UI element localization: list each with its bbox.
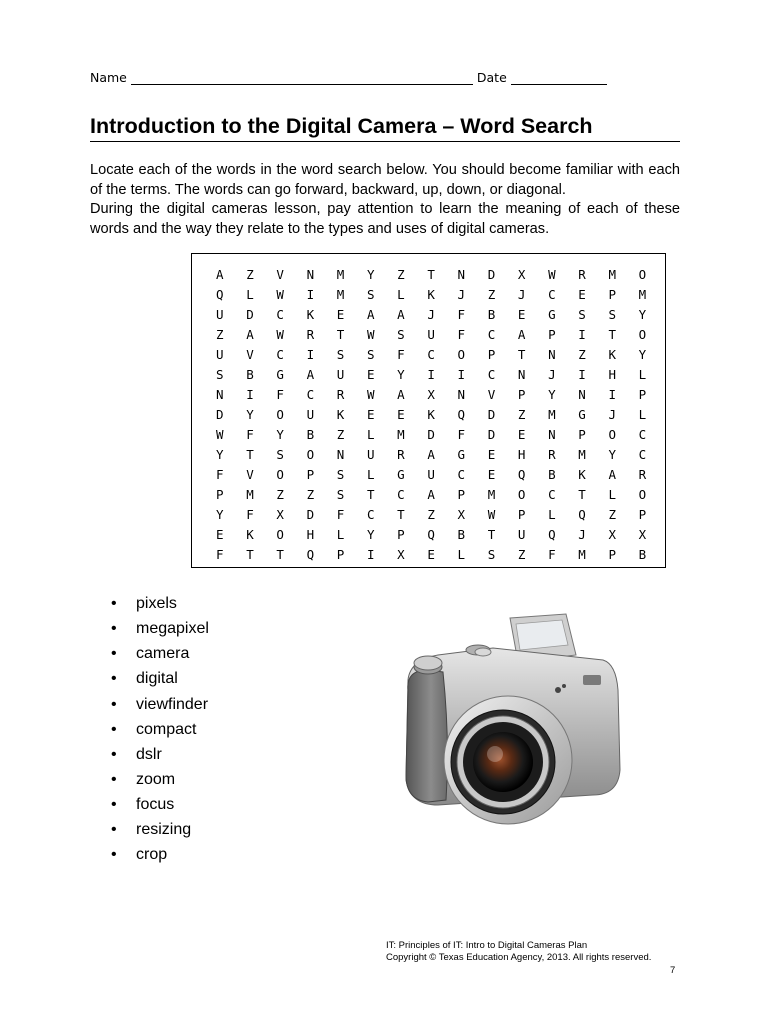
- grid-letter: G: [397, 466, 405, 482]
- grid-letter: A: [517, 327, 526, 343]
- date-blank: [511, 70, 607, 85]
- grid-letter: L: [366, 466, 375, 482]
- grid-letter: L: [366, 426, 375, 442]
- grid-row: [216, 405, 669, 425]
- grid-letter: M: [608, 267, 616, 283]
- grid-letter: I: [427, 367, 435, 383]
- grid-letter: Y: [276, 426, 284, 442]
- word-text: crop: [136, 846, 168, 864]
- grid-letter: W: [276, 327, 284, 343]
- bullet-icon: •: [111, 770, 117, 788]
- grid-letter: T: [246, 546, 254, 562]
- grid-letter: Z: [216, 327, 224, 343]
- grid-letter: W: [216, 426, 224, 442]
- grid-letter: R: [306, 327, 315, 343]
- grid-letter: F: [548, 546, 556, 562]
- grid-letter: T: [427, 267, 435, 283]
- grid-letter: C: [397, 486, 405, 502]
- grid-letter: O: [306, 446, 315, 462]
- word-text: pixels: [136, 595, 177, 612]
- grid-letter: L: [638, 367, 647, 383]
- word-search-box: [191, 253, 666, 568]
- grid-letter: Y: [638, 307, 647, 323]
- grid-letter: P: [457, 486, 466, 502]
- grid-letter: V: [246, 466, 254, 482]
- grid-letter: M: [578, 446, 586, 462]
- grid-letter: G: [457, 446, 466, 462]
- grid-letter: U: [216, 307, 224, 323]
- grid-letter: B: [638, 546, 647, 562]
- grid-letter: E: [517, 426, 526, 442]
- word-list-item: [111, 767, 209, 792]
- grid-letter: D: [427, 426, 435, 442]
- grid-letter: U: [306, 407, 315, 423]
- word-list: [111, 591, 209, 868]
- grid-letter: D: [216, 407, 224, 423]
- date-label: Date: [476, 70, 507, 85]
- grid-letter: L: [548, 506, 556, 522]
- grid-letter: Q: [578, 506, 586, 522]
- grid-letter: R: [548, 446, 556, 462]
- grid-letter: Z: [578, 347, 586, 363]
- grid-letter: W: [366, 327, 375, 343]
- word-text: compact: [136, 720, 197, 738]
- grid-letter: I: [578, 367, 586, 383]
- grid-letter: G: [548, 307, 556, 323]
- grid-letter: Y: [366, 526, 375, 542]
- grid-letter: I: [246, 387, 254, 403]
- grid-letter: P: [517, 387, 526, 403]
- bullet-icon: •: [111, 796, 117, 814]
- grid-letter: U: [427, 327, 435, 343]
- grid-letter: Q: [457, 407, 466, 423]
- bullet-icon: •: [111, 695, 117, 713]
- grid-letter: C: [548, 486, 556, 502]
- grid-letter: U: [336, 367, 345, 383]
- grid-letter: C: [427, 347, 435, 363]
- grid-letter: I: [608, 387, 616, 403]
- grid-row: [216, 325, 669, 345]
- grid-letter: Z: [246, 267, 254, 283]
- word-text: viewfinder: [136, 695, 209, 713]
- grid-row: [216, 365, 669, 385]
- grid-letter: P: [638, 506, 647, 522]
- grid-letter: T: [608, 327, 616, 343]
- grid-letter: Z: [608, 506, 616, 522]
- grid-letter: X: [517, 267, 526, 283]
- grid-letter: D: [306, 506, 315, 522]
- grid-letter: P: [336, 546, 345, 562]
- grid-letter: W: [366, 387, 375, 403]
- grid-letter: A: [427, 446, 435, 462]
- grid-letter: L: [457, 546, 466, 562]
- grid-letter: X: [276, 506, 284, 522]
- grid-letter: F: [216, 546, 224, 562]
- grid-letter: P: [397, 526, 405, 542]
- grid-letter: E: [578, 287, 586, 303]
- word-text: dslr: [136, 745, 162, 763]
- grid-letter: F: [246, 506, 254, 522]
- grid-row: [216, 425, 669, 445]
- word-text: zoom: [136, 770, 176, 788]
- grid-letter: Q: [517, 466, 526, 482]
- footer: [386, 940, 686, 964]
- grid-letter: Z: [276, 486, 284, 502]
- grid-letter: U: [216, 347, 224, 363]
- grid-letter: O: [638, 486, 647, 502]
- grid-letter: N: [457, 387, 466, 403]
- grid-letter: T: [397, 506, 405, 522]
- grid-letter: J: [578, 526, 586, 542]
- grid-letter: B: [548, 466, 556, 482]
- grid-letter: E: [397, 407, 405, 423]
- word-list-item: [111, 717, 209, 742]
- grid-letter: K: [427, 407, 435, 423]
- instructions: [90, 161, 680, 239]
- grid-letter: B: [487, 307, 496, 323]
- grid-letter: E: [216, 526, 224, 542]
- grid-row: [216, 285, 669, 305]
- grid-letter: F: [457, 307, 466, 323]
- word-text: focus: [136, 796, 175, 814]
- grid-letter: O: [638, 267, 647, 283]
- grid-letter: P: [608, 546, 616, 562]
- grid-letter: V: [487, 387, 496, 403]
- word-list-item: [111, 817, 209, 842]
- grid-letter: N: [457, 267, 466, 283]
- grid-letter: X: [397, 546, 405, 562]
- grid-letter: Y: [638, 347, 647, 363]
- grid-letter: R: [578, 267, 586, 283]
- grid-letter: Z: [306, 486, 315, 502]
- grid-row: [216, 544, 669, 564]
- grid-letter: N: [306, 267, 315, 283]
- grid-letter: M: [397, 426, 405, 442]
- grid-letter: A: [397, 307, 405, 323]
- bullet-icon: •: [111, 720, 117, 738]
- grid-letter: J: [517, 287, 526, 303]
- grid-letter: I: [306, 347, 315, 363]
- grid-row: [216, 385, 669, 405]
- grid-letter: A: [246, 327, 254, 343]
- grid-letter: P: [608, 287, 616, 303]
- word-list-item: [111, 591, 209, 616]
- grid-letter: K: [608, 347, 616, 363]
- footer-copyright: Copyright © Texas Education Agency, 2013. All rights reserved.: [386, 952, 652, 963]
- grid-letter: I: [578, 327, 586, 343]
- bullet-icon: •: [111, 846, 117, 864]
- grid-row: [216, 504, 669, 524]
- grid-letter: M: [336, 267, 345, 283]
- grid-letter: T: [336, 327, 345, 343]
- grid-letter: Z: [517, 407, 526, 423]
- grid-letter: C: [548, 287, 556, 303]
- grid-letter: D: [487, 407, 496, 423]
- word-list-item: [111, 842, 209, 867]
- grid-letter: F: [397, 347, 405, 363]
- grid-row: [216, 305, 669, 325]
- grid-letter: N: [578, 387, 586, 403]
- digital-camera-icon: [398, 600, 623, 825]
- word-list-item: [111, 641, 209, 666]
- grid-letter: X: [608, 526, 616, 542]
- grid-letter: L: [246, 287, 254, 303]
- grid-letter: S: [366, 287, 375, 303]
- grid-letter: I: [366, 546, 375, 562]
- grid-letter: A: [366, 307, 375, 323]
- grid-letter: T: [246, 446, 254, 462]
- word-list-item: [111, 666, 209, 691]
- grid-letter: S: [276, 446, 284, 462]
- grid-letter: N: [517, 367, 526, 383]
- grid-letter: M: [578, 546, 586, 562]
- grid-letter: M: [336, 287, 345, 303]
- grid-letter: E: [366, 367, 375, 383]
- grid-letter: P: [216, 486, 224, 502]
- grid-letter: Q: [548, 526, 556, 542]
- grid-letter: L: [638, 407, 647, 423]
- grid-letter: C: [457, 466, 466, 482]
- grid-letter: P: [578, 426, 586, 442]
- grid-letter: Y: [216, 506, 224, 522]
- grid-letter: X: [638, 526, 647, 542]
- grid-letter: X: [457, 506, 466, 522]
- grid-row: [216, 265, 669, 285]
- grid-letter: F: [457, 327, 466, 343]
- grid-letter: T: [366, 486, 375, 502]
- grid-letter: I: [457, 367, 466, 383]
- grid-letter: F: [457, 426, 466, 442]
- grid-letter: C: [276, 307, 284, 323]
- word-search-grid: [216, 265, 669, 564]
- grid-letter: O: [276, 526, 284, 542]
- grid-row: [216, 444, 669, 464]
- grid-letter: M: [246, 486, 254, 502]
- grid-letter: O: [517, 486, 526, 502]
- grid-letter: W: [548, 267, 556, 283]
- grid-letter: S: [336, 347, 345, 363]
- grid-letter: O: [276, 466, 284, 482]
- bullet-icon: •: [111, 670, 117, 688]
- word-text: camera: [136, 645, 190, 663]
- grid-letter: Z: [487, 287, 496, 303]
- grid-letter: T: [487, 526, 496, 542]
- grid-letter: G: [276, 367, 284, 383]
- grid-letter: R: [638, 466, 647, 482]
- grid-letter: F: [246, 426, 254, 442]
- grid-letter: A: [216, 267, 224, 283]
- grid-letter: N: [216, 387, 224, 403]
- grid-letter: S: [216, 367, 224, 383]
- grid-letter: K: [427, 287, 435, 303]
- grid-letter: P: [638, 387, 647, 403]
- footer-line-1: IT: Principles of IT: Intro to Digital Cameras Plan: [386, 940, 588, 951]
- instructions-paragraph-1: Locate each of the words in the word search below. You should become familiar with each of the terms. The words can go forward, backward, up, down, or diagonal.: [90, 162, 680, 198]
- grid-letter: J: [548, 367, 556, 383]
- grid-letter: T: [517, 347, 526, 363]
- grid-letter: Z: [397, 267, 405, 283]
- grid-letter: K: [336, 407, 345, 423]
- grid-letter: U: [427, 466, 435, 482]
- grid-letter: L: [397, 287, 405, 303]
- grid-letter: D: [487, 267, 496, 283]
- grid-letter: E: [336, 307, 345, 323]
- bullet-icon: •: [111, 595, 117, 612]
- grid-row: [216, 524, 669, 544]
- grid-letter: P: [548, 327, 556, 343]
- grid-letter: J: [608, 407, 616, 423]
- grid-letter: E: [487, 446, 496, 462]
- grid-letter: Y: [366, 267, 375, 283]
- grid-letter: Y: [608, 446, 616, 462]
- grid-letter: H: [306, 526, 315, 542]
- grid-letter: F: [336, 506, 345, 522]
- grid-letter: S: [487, 546, 496, 562]
- grid-row: [216, 345, 669, 365]
- grid-letter: S: [608, 307, 616, 323]
- grid-letter: S: [578, 307, 586, 323]
- grid-letter: A: [427, 486, 435, 502]
- grid-letter: V: [246, 347, 254, 363]
- grid-letter: J: [457, 287, 466, 303]
- grid-letter: P: [487, 347, 496, 363]
- name-label: Name: [90, 70, 127, 85]
- word-list-item: [111, 792, 209, 817]
- word-list-item: [111, 616, 209, 641]
- word-text: digital: [136, 670, 178, 688]
- word-list-item: [111, 742, 209, 767]
- grid-letter: Y: [397, 367, 405, 383]
- grid-letter: A: [397, 387, 405, 403]
- grid-letter: Q: [216, 287, 224, 303]
- grid-letter: C: [276, 347, 284, 363]
- grid-letter: Y: [246, 407, 254, 423]
- grid-letter: F: [216, 466, 224, 482]
- grid-letter: P: [306, 466, 315, 482]
- grid-letter: N: [336, 446, 345, 462]
- grid-letter: O: [608, 426, 616, 442]
- grid-letter: Z: [427, 506, 435, 522]
- grid-letter: K: [246, 526, 254, 542]
- page-title: Introduction to the Digital Camera – Word Search: [90, 114, 680, 142]
- grid-letter: C: [366, 506, 375, 522]
- grid-letter: W: [487, 506, 496, 522]
- grid-letter: P: [517, 506, 526, 522]
- grid-letter: S: [397, 327, 405, 343]
- bullet-icon: •: [111, 821, 117, 839]
- grid-letter: H: [517, 446, 526, 462]
- name-blank: [131, 70, 473, 85]
- grid-letter: M: [487, 486, 496, 502]
- grid-letter: Q: [306, 546, 315, 562]
- grid-letter: T: [276, 546, 284, 562]
- grid-letter: A: [306, 367, 315, 383]
- grid-letter: X: [427, 387, 435, 403]
- grid-letter: C: [487, 367, 496, 383]
- word-list-item: [111, 692, 209, 717]
- grid-letter: Z: [517, 546, 526, 562]
- grid-letter: O: [276, 407, 284, 423]
- grid-letter: Z: [336, 426, 345, 442]
- name-date-line: [90, 70, 610, 85]
- grid-letter: K: [578, 466, 586, 482]
- grid-letter: O: [457, 347, 466, 363]
- grid-letter: H: [608, 367, 616, 383]
- instructions-paragraph-2: During the digital cameras lesson, pay attention to learn the meaning of each of these words and the way they relate to the types and uses of digital cameras.: [90, 201, 680, 237]
- grid-letter: B: [306, 426, 315, 442]
- grid-letter: R: [397, 446, 405, 462]
- grid-letter: B: [457, 526, 466, 542]
- grid-letter: C: [487, 327, 496, 343]
- grid-letter: F: [276, 387, 284, 403]
- grid-letter: U: [517, 526, 526, 542]
- grid-letter: N: [548, 347, 556, 363]
- grid-letter: G: [578, 407, 586, 423]
- grid-letter: C: [306, 387, 315, 403]
- grid-letter: S: [336, 486, 345, 502]
- grid-letter: L: [336, 526, 345, 542]
- page-number: 7: [670, 965, 676, 976]
- grid-letter: E: [366, 407, 375, 423]
- grid-letter: W: [276, 287, 284, 303]
- grid-letter: A: [608, 466, 616, 482]
- word-text: resizing: [136, 821, 192, 839]
- grid-letter: K: [306, 307, 315, 323]
- grid-letter: D: [246, 307, 254, 323]
- grid-letter: S: [336, 466, 345, 482]
- grid-letter: Q: [427, 526, 435, 542]
- grid-letter: L: [608, 486, 616, 502]
- grid-letter: S: [366, 347, 375, 363]
- grid-letter: I: [306, 287, 315, 303]
- grid-letter: R: [336, 387, 345, 403]
- grid-letter: C: [638, 446, 647, 462]
- grid-letter: D: [487, 426, 496, 442]
- grid-row: [216, 464, 669, 484]
- bullet-icon: •: [111, 645, 117, 663]
- grid-row: [216, 484, 669, 504]
- grid-letter: U: [366, 446, 375, 462]
- grid-letter: J: [427, 307, 435, 323]
- grid-letter: Y: [548, 387, 556, 403]
- grid-letter: M: [638, 287, 647, 303]
- bullet-icon: •: [111, 745, 117, 763]
- grid-letter: E: [487, 466, 496, 482]
- grid-letter: O: [638, 327, 647, 343]
- bullet-icon: •: [111, 620, 117, 638]
- grid-letter: V: [276, 267, 284, 283]
- word-text: megapixel: [136, 620, 209, 638]
- grid-letter: N: [548, 426, 556, 442]
- grid-letter: Y: [216, 446, 224, 462]
- grid-letter: E: [517, 307, 526, 323]
- grid-letter: E: [427, 546, 435, 562]
- grid-letter: T: [578, 486, 586, 502]
- grid-letter: C: [638, 426, 647, 442]
- grid-letter: M: [548, 407, 556, 423]
- grid-letter: B: [246, 367, 254, 383]
